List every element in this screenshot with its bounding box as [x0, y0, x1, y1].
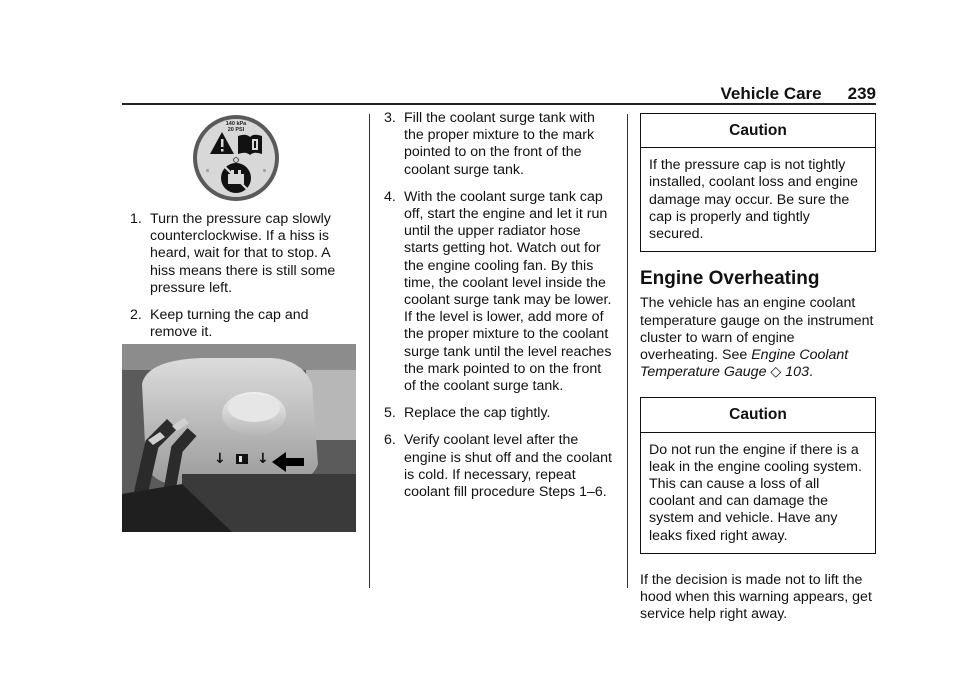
overheating-text: The vehicle has an engine coolant temperature gauge on the instrument cluster to warn of engine overheating. See	[640, 295, 874, 364]
step-number: 2.	[130, 307, 142, 324]
cap-tick-left: S	[206, 168, 210, 173]
step-number: 5.	[384, 405, 396, 422]
page-number: 239	[847, 84, 876, 103]
gauge-reference-link[interactable]: Engine Coolant Temperature Gauge	[640, 347, 849, 381]
coolant-tank-photo	[122, 344, 356, 532]
step-text: Verify coolant level after the engine is shut off and the coolant is cold. If necessary, repeat coolant fill procedure Steps 1–6.	[404, 432, 612, 501]
caution-title: Caution	[641, 398, 875, 432]
caution-body: If the pressure cap is not tightly installed, coolant loss and engine damage may occur. Be sure the cap is properly and tightly secured.	[649, 157, 859, 243]
step-text: Turn the pressure cap slowly counterclockwise. If a hiss is heard, wait for that to stop. A hiss means there is still some pressure left.	[150, 211, 336, 296]
caution-box-leak	[640, 397, 876, 553]
owner-manual-icon	[238, 135, 262, 155]
step-text: With the coolant surge tank cap off, start the engine and let it run until the upper radiator hose starts getting hot. Watch out for the engine cooling fan. By this time, the coolant level inside the coolant surge tank may be lower. If the level is lower, add more of the proper mixture to the coolant surge tank until the level reaches the mark pointed to on the front of the coolant surge tank.	[404, 188, 612, 395]
step-item	[384, 405, 616, 422]
caution-box-pressure-cap	[640, 113, 876, 252]
overheating-paragraph	[640, 295, 876, 381]
paragraph-end: .	[808, 364, 813, 381]
section-name: Vehicle Care	[720, 84, 822, 103]
reference-symbol: ◇	[770, 364, 782, 381]
page-header	[122, 84, 876, 104]
pressure-cap-figure	[192, 114, 280, 202]
cap-label-kpa: 140 kPa	[225, 121, 247, 127]
cap-tick-right: S	[263, 168, 267, 173]
step-item	[384, 110, 616, 179]
column-divider-1	[369, 114, 370, 588]
step-number: 3.	[384, 110, 396, 126]
caution-body: Do not run the engine if there is a leak in the engine cooling system. This can cause a loss of all coolant and can damage the system and vehicle. Have any leaks fixed right away.	[649, 441, 862, 544]
svg-text:↓: ↓	[214, 451, 226, 467]
step-number: 4.	[384, 188, 396, 205]
tank-cap-top	[228, 394, 280, 422]
no-open-hot-icon	[221, 163, 251, 193]
svg-text:↓: ↓	[257, 451, 269, 467]
step-number: 1.	[130, 211, 142, 227]
step-number: 6.	[384, 432, 396, 449]
header-rule	[122, 103, 876, 105]
column-3	[640, 113, 876, 639]
reference-page[interactable]: 103	[785, 364, 809, 381]
step-text: Fill the coolant surge tank with the proper mixture to the mark pointed to on the front of the coolant surge tank.	[404, 110, 595, 178]
step-item	[130, 211, 356, 297]
steps-column-2	[384, 110, 616, 511]
final-paragraph: If the decision is made not to lift the hood when this warning appears, get service help right away.	[640, 571, 872, 623]
step-item	[384, 432, 616, 501]
step-item	[130, 307, 356, 341]
step-text: Replace the cap tightly.	[404, 405, 551, 422]
steps-column-1	[130, 211, 356, 351]
section-title: Engine Overheating	[640, 268, 820, 290]
step-item	[384, 189, 616, 395]
caution-title: Caution	[641, 114, 875, 148]
step-text: Keep turning the cap and remove it.	[150, 307, 309, 341]
cap-label-psi: 20 PSI	[227, 127, 245, 133]
column-divider-2	[627, 114, 628, 588]
